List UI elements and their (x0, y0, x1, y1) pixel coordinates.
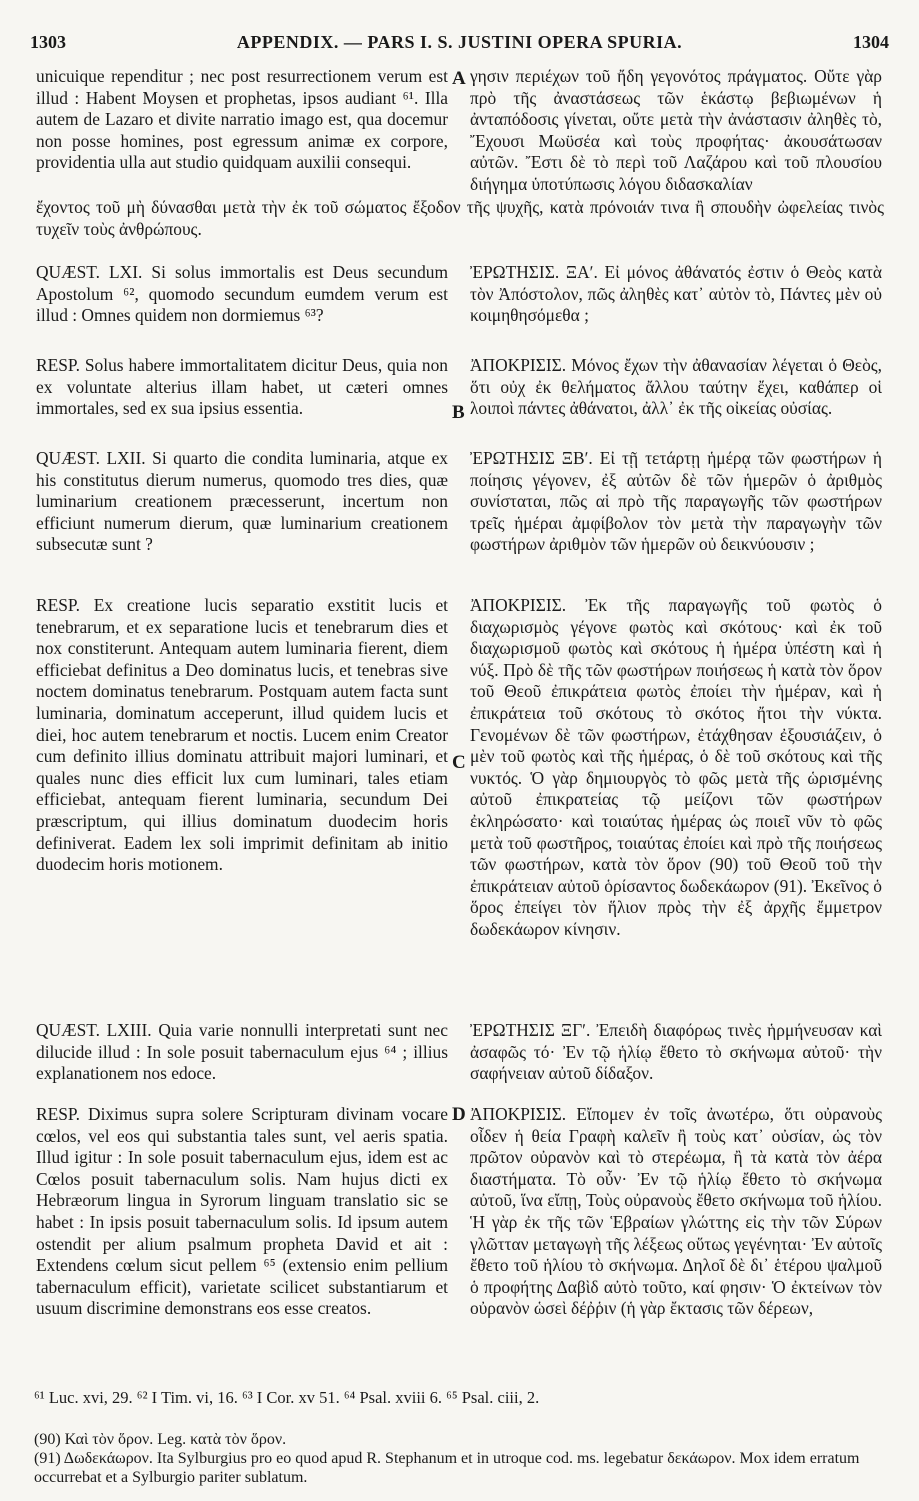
greek-question-63 (470, 1020, 882, 1085)
spanning-greek-text: ἔχοντος τοῦ μὴ δύνασθαι μετὰ τὴν ἐκ τοῦ σώματος ἔξοδον τῆς ψυχῆς, κατὰ πρόνοιάν τινα ἢ σπουδὴν ὠφελείας τινὸς τυχεῖν τοὺς ἀνθρώπους. (36, 197, 884, 239)
note-91: (91) Δωδεκάωρον. Ita Sylburgius pro eo quod apud R. Stephanum et in utroque cod. ms. legebatur δεκάωρον. Mox idem erratum occurrebat et a Sylburgio pariter sublatum. (34, 1450, 860, 1486)
latin-response-62 (36, 595, 448, 876)
latin-question-62 (36, 448, 448, 556)
latin-question-63-text: QUÆST. LXIII. Quia varie nonnulli interpretati sunt nec dilucide illud : In sole posuit tabernaculum ejus ⁶⁴ ; illius explanationem nos edoce. (36, 1020, 448, 1084)
latin-question-63 (36, 1020, 448, 1085)
latin-response-62-text: RESP. Ex creatione lucis separatio exstitit lucis et tenebrarum, et ex separatione lucis et tenebrarum dies et nox constiterunt. Antequam autem luminaria fierent, diem efficiebat definitus a Deo dominatus lucis, et tenebras sive noctem dominatus tenebrarum. Postquam autem facta sunt luminaria, dominatum acceperunt, illud quidem lucis et diei, hoc autem tenebrarum et noctis. Lucem enim Creator cum definito illius dominatu attribuit majori luminari, et quales nunc dies efficit lux cum luminari, tales etiam efficiebat, antequam fierent luminaria, secundum Dei præscriptum, qui illius dominatum duodecim horis definiverat. Eadem lex soli imprimit definitam ab initio duodecim horis motionem. (36, 595, 448, 875)
latin-response-61-text: RESP. Solus habere immortalitatem dicitur Deus, quia non ex voluntate alterius illam habet, ut cæteri omnes immortales, sed ex sua ipsius essentia. (36, 355, 448, 419)
marker-a: A (452, 68, 466, 89)
greek-response-63 (470, 1104, 882, 1320)
marker-d: D (452, 1104, 466, 1125)
latin-response-63 (36, 1104, 448, 1320)
latin-intro-text: unicuique rependitur ; nec post resurrectionem verum est illud : Habent Moysen et prophetas, ipsos audiant ⁶¹. Illa autem de Lazaro et divite narratio imago est, qua docemur non posse homines, post egressum animæ ex corpore, providentia ulla aut studio quidquam auxilii consequi. (36, 66, 448, 173)
greek-question-61 (470, 262, 882, 327)
page-header (30, 28, 889, 56)
marker-b: B (452, 402, 465, 423)
page-number-right: 1304 (853, 32, 889, 52)
greek-intro (470, 66, 882, 196)
greek-question-63-text: ἘΡΩΤΗΣΙΣ ΞΓʹ. Ἐπειδὴ διαφόρως τινὲς ἡρμήνευσαν καὶ ἀσαφῶς τό· Ἐν τῷ ἡλίῳ ἔθετο τὸ σκήνωμα αὐτοῦ· τὴν σαφήνειαν αὐτοῦ δίδαξον. (470, 1020, 882, 1084)
spanning-greek-line (36, 197, 884, 240)
greek-question-61-text: ἘΡΩΤΗΣΙΣ. ΞΑʹ. Εἰ μόνος ἀθάνατός ἐστιν ὁ Θεὸς κατὰ τὸν Ἀπόστολον, πῶς ἀληθὲς κατ᾽ αὐτὸν τὸ, Πάντες μὲν οὐ κοιμηθησόμεθα ; (470, 262, 882, 326)
latin-question-61-text: QUÆST. LXI. Si solus immortalis est Deus secundum Apostolum ⁶², quomodo secundum eumdem verum est illud : Omnes quidem non dormiemus ⁶³? (36, 262, 448, 326)
greek-question-62-text: ἘΡΩΤΗΣΙΣ ΞΒʹ. Εἰ τῇ τετάρτῃ ἡμέρᾳ τῶν φωστήρων ἡ ποίησις γέγονεν, ἐξ αὐτῶν δὲ τῶν ἡμερῶν ὁ ἀριθμὸς συνίσταται, πῶς αἱ πρὸ τῆς παραγωγῆς τῶν φωστήρων τρεῖς ἡμέραι ἀμφίβολον τὸν μετὰ τὴν παραγωγὴν τῶν φωστήρων ἀριθμὸν τῶν ἡμερῶν οὐ δεικνύουσιν ; (470, 448, 882, 555)
note-90: (90) Καὶ τὸν ὅρον. Leg. κατὰ τὸν ὅρον. (34, 1431, 287, 1448)
scripture-footnotes: ⁶¹ Luc. xvi, 29. ⁶² I Tim. vi, 16. ⁶³ I Cor. xv 51. ⁶⁴ Psal. xviii 6. ⁶⁵ Psal. ciii, 2. (34, 1388, 540, 1407)
greek-response-61-text: ἈΠΟΚΡΙΣΙΣ. Μόνος ἔχων τὴν ἀθανασίαν λέγεται ὁ Θεὸς, ὅτι οὐχ ἐκ θελήματος ἄλλου ταύτην ἔχει, καθάπερ οἱ λοιποὶ πάντες ἀθάνατοι, ἀλλ᾽ ἐκ τῆς οἰκείας οὐσίας. (470, 355, 882, 419)
greek-response-63-text: ἈΠΟΚΡΙΣΙΣ. Εἴπομεν ἐν τοῖς ἀνωτέρω, ὅτι οὐρανοὺς οἶδεν ἡ θεία Γραφὴ καλεῖν ἢ τοὺς κατ᾽ οὐσίαν, ὡς τὸν πρῶτον οὐρανὸν καὶ τὸ στερέωμα, ἢ τὰ κατὰ τὸν ἀέρα διαστήματα. Τὸ οὖν· Ἐν τῷ ἡλίῳ ἔθετο τὸ σκήνωμα αὐτοῦ, ἵνα εἴπῃ, Τοὺς οὐρανοὺς ἔθετο σκήνωμα τοῦ ἡλίου. Ἡ γὰρ ἐκ τῆς τῶν Ἑβραίων γλώττης εἰς τὴν τῶν Σύρων γλῶτταν μεταγωγὴ τῆς λέξεως οὕτως γεγένηται· Ἐν αὐτοῖς ἔθετο τοῦ ἡλίου τὸ σκήνωμα. Δηλοῖ δὲ δι᾽ ἑτέρου ψαλμοῦ ὁ προφήτης Δαβὶδ αὐτὸ τοῦτο, καί φησιν· Ὁ ἐκτείνων τὸν οὐρανὸν ὡσεὶ δέῤῥιν (ἡ γὰρ ἔκτασις τῶν δέρεων, (470, 1104, 882, 1319)
greek-response-61 (470, 355, 882, 420)
editorial-notes (34, 1430, 886, 1487)
latin-response-61 (36, 355, 448, 420)
greek-response-62-text: ἈΠΟΚΡΙΣΙΣ. Ἐκ τῆς παραγωγῆς τοῦ φωτὸς ὁ διαχωρισμὸς γέγονε φωτὸς καὶ σκότους· καὶ ἐκ τοῦ διαχωρισμοῦ φωτὸς καὶ σκότους ἡ ἡμέρα ὑπέστη καὶ ἡ νύξ. Πρὸ δὲ τῆς τῶν φωστήρων ποιήσεως ἡ κατὰ τὸν ὅρον τοῦ Θεοῦ ἐπικράτεια φωτὸς ἐποίει τὴν ἡμέραν, καὶ ἡ ἐπικράτεια τοῦ σκότους τὸ σκότος ἤτοι τὴν νύκτα. Γενομένων δὲ τῶν φωστήρων, ἐτάχθησαν ἐξουσιάζειν, ὁ μὲν τοῦ φωτὸς καὶ τῆς ἡμέρας, ὁ δὲ τοῦ σκότους καὶ τῆς νυκτός. Ὁ γὰρ δημιουργὸς τὸ φῶς μετὰ τῆς ὡρισμένης αὐτοῦ ἐπικρατείας τῷ μείζονι τῶν φωστήρων ἐκληρώσατο· καὶ τοιαύτας ἡμέρας ὡς ποιεῖ νῦν τὸ φῶς μετὰ τοῦ φωστῆρος, τοιαύτας ἐποίει καὶ πρὸ τῆς ποιήσεως τῶν φωστήρων, κατὰ τὸν ὅρον (90) τοῦ Θεοῦ τοῦ τὴν ἐπικράτειαν αὐτοῦ ὁρίσαντος δωδεκάωρον (91). Ἐκεῖνος ὁ ὅρος ἐπείγει τὸν ἥλιον πρὸς τὴν ἐξ ἀρχῆς ἔμμετρον δωδεκάωρον κίνησιν. (470, 595, 882, 939)
greek-response-62 (470, 595, 882, 941)
latin-response-63-text: RESP. Diximus supra solere Scripturam divinam vocare cœlos, vel eos qui substantia tales sunt, vel aeris spatia. Illud igitur : In sole posuit tabernaculum ejus, idem est ac Cœlos posuit tabernaculum solis. Nam hujus dicti ex Hebræorum lingua in Syrorum linguam translatio sic se habet : In ipsis posuit tabernaculum solis. Id ipsum autem ostendit per alium psalmum propheta David et ait : Extendens cœlum sicut pellem ⁶⁵ (extensio enim pellium tabernaculum efficit), varietate scilicet substantiarum et usuum discrimine demonstrans eos esse creatos. (36, 1104, 448, 1319)
marker-c: C (452, 752, 466, 773)
latin-question-62-text: QUÆST. LXII. Si quarto die condita luminaria, atque ex his constitutus dierum numerus, quomodo tres dies, quæ luminarium creationem præcesserunt, incertum non efficiunt numerum dierum, quæ luminarium creationem subsecutæ sunt ? (36, 448, 448, 555)
page-number-left: 1303 (30, 32, 66, 52)
latin-question-61 (36, 262, 448, 327)
greek-question-62 (470, 448, 882, 556)
greek-intro-text: γησιν περιέχων τοῦ ἤδη γεγονότος πράγματος. Οὔτε γὰρ πρὸ τῆς ἀναστάσεως τῶν ἑκάστῳ βεβιωμένων ἡ ἀνταπόδοσις γίνεται, οὔτε μετὰ τὴν ἀνάστασιν ἀληθὲς τὸ, Ἔχουσι Μωϋσέα καὶ τοὺς προφήτας· ἀκουσάτωσαν αὐτῶν. Ἔστι δὲ τὸ περὶ τοῦ Λαζάρου καὶ τοῦ πλουσίου διήγημα ὑποτύπωσις λόγου διδασκαλίαν (470, 66, 882, 194)
running-title: APPENDIX. — PARS I. S. JUSTINI OPERA SPURIA. (236, 32, 683, 52)
latin-intro (36, 66, 448, 174)
